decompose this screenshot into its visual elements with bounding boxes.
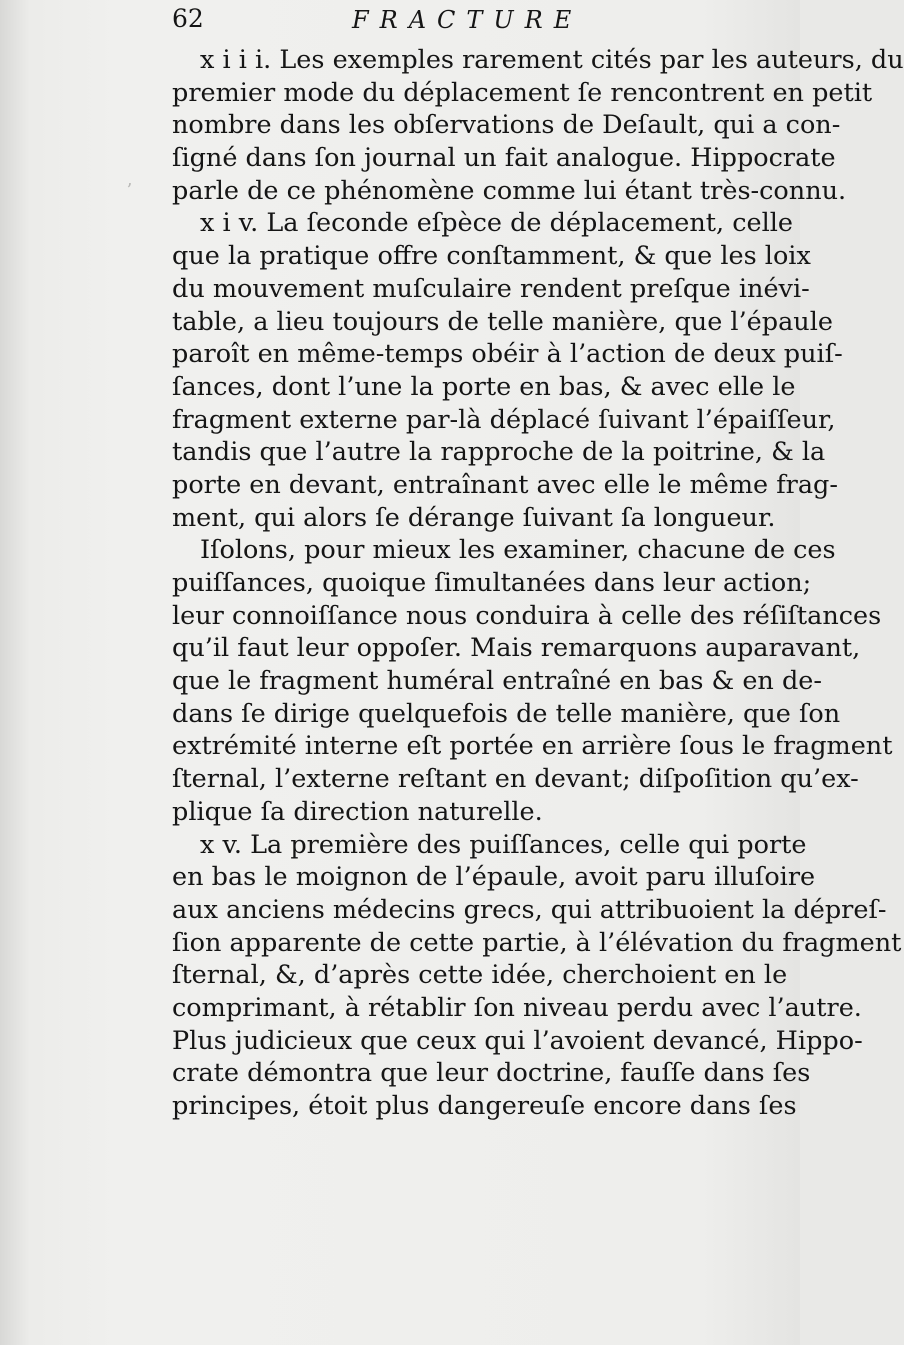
text-line: tandis que l’autre la rapproche de la poitrine, & la [172,437,826,468]
text-line: puiſſances, quoique ſimultanées dans leur action; [172,568,812,598]
text-line: table, a lieu toujours de telle manière, que l’épaule [172,306,833,337]
text-line: ſances, dont l’une la porte en bas, & avec elle le [172,371,796,402]
text-line: ſternal, l’externe reſtant en devant; diſpoſition qu’ex- [172,764,859,795]
text-line: x v. La première des puiſſances, celle qui porte [200,829,807,860]
text-line: que la pratique offre conſtamment, & que les loix [172,241,811,272]
text-line: dans ſe dirige quelquefois de telle manière, que ſon [172,698,841,729]
text-line: fragment externe par-là déplacé ſuivant l’épaiſſeur, [172,404,836,435]
text-line: paroît en même-temps obéir à l’action de deux puiſ- [172,339,843,370]
text-line: premier mode du déplacement ſe rencontrent en petit [172,77,873,108]
page-header [172,4,784,38]
text-line: Iſolons, pour mieux les examiner, chacune de ces [200,535,836,566]
text-line: x i i i. Les exemples rarement cités par les auteurs, du [200,45,904,75]
page-number: 62 [172,4,204,33]
text-line: aux anciens médecins grecs, qui attribuoient la dépreſ- [172,894,887,925]
text-line: porte en devant, entraînant avec elle le même frag- [172,469,839,500]
text-line: crate démontra que leur doctrine, fauſſe dans ſes [172,1058,811,1089]
text-line: en bas le moignon de l’épaule, avoit paru illuſoire [172,862,816,893]
text-line: ſion apparente de cette partie, à l’élévation du fragment [172,927,902,958]
margin-speck: ʼ [126,180,132,201]
text-line: parle de ce phénomène comme lui étant très-connu. [172,175,847,206]
text-line: extrémité interne eſt portée en arrière ſous le fragment [172,731,893,762]
text-line: que le fragment huméral entraîné en bas & en de- [172,666,822,697]
text-line: leur connoiſſance nous conduira à celle des réſiſtances [172,600,882,631]
text-line: ment, qui alors ſe dérange ſuivant ſa longueur. [172,502,776,533]
text-line: ſigné dans ſon journal un fait analogue. Hippocrate [172,143,836,174]
text-line: qu’il faut leur oppoſer. Mais remarquons auparavant, [172,633,861,664]
body-text [172,44,904,1123]
text-line: principes, étoit plus dangereuſe encore dans ſes [172,1091,797,1121]
text-line: Plus judicieux que ceux qui l’avoient devancé, Hippo- [172,1025,863,1056]
text-line: x i v. La ſeconde eſpèce de déplacement, celle [200,208,794,239]
text-line: comprimant, à rétablir ſon niveau perdu avec l’autre. [172,992,862,1023]
text-line: nombre dans les obſervations de Deſault, qui a con- [172,110,841,141]
text-line: ſternal, &, d’après cette idée, cherchoient en le [172,960,788,991]
text-line: plique ſa direction naturelle. [172,796,543,827]
text-line: du mouvement muſculaire rendent preſque inévi- [172,273,810,304]
running-title: FRACTURE [352,6,583,34]
